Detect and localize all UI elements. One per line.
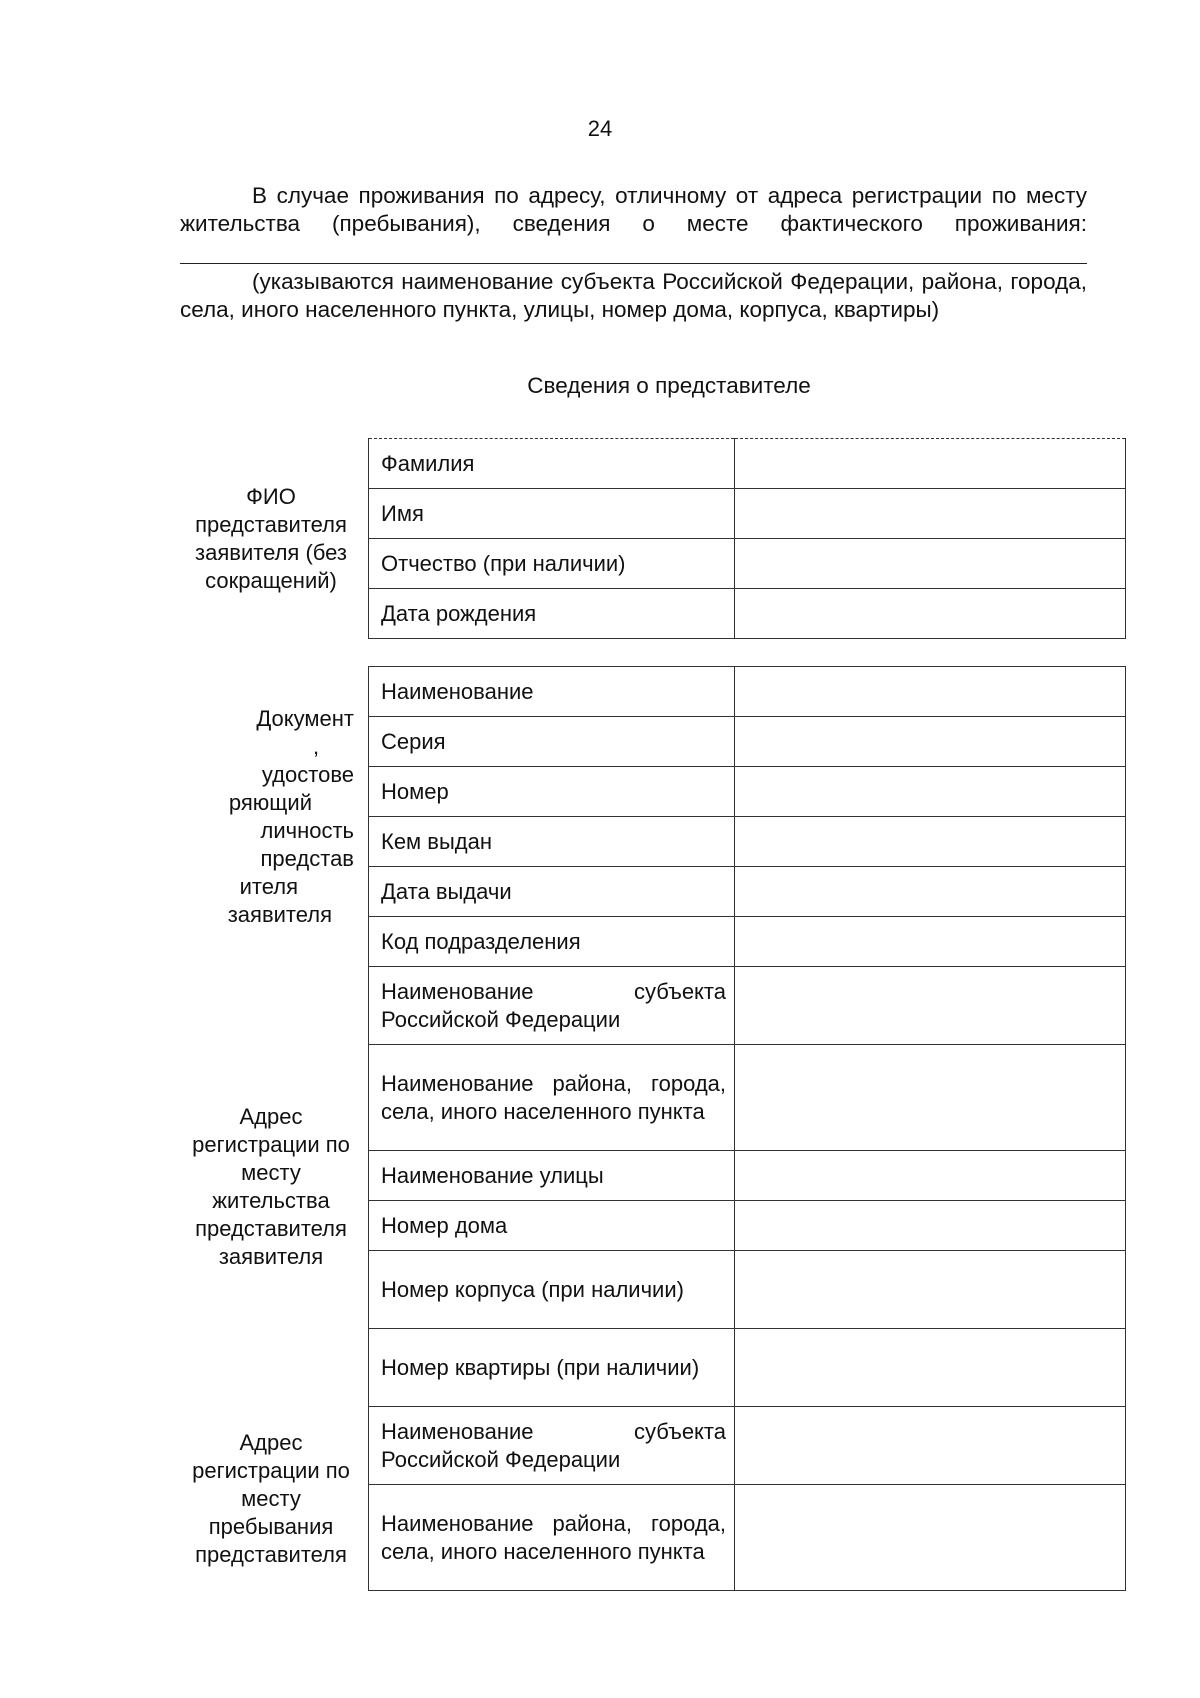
residence-locality-value[interactable]: [735, 1045, 1126, 1151]
fio-group-heading: ФИО представителя заявителя (без сокращений): [195, 483, 347, 593]
residence-row-text: Наименование субъекта Российской Федерации: [381, 978, 726, 1032]
residence-building-value[interactable]: [735, 1251, 1126, 1329]
document-heading-line: ителя: [239, 873, 298, 899]
fio-table: [180, 438, 1126, 639]
address-note: [180, 268, 1087, 324]
document-heading-line: ряющий: [228, 789, 312, 815]
document-heading-line: ,: [312, 733, 320, 759]
intro-paragraph: В случае проживания по адресу, отличному от адреса регистрации по месту жительства (пребывания), сведения о месте фактического проживания:: [180, 183, 1087, 236]
residence-row-label: Номер квартиры (при наличии): [369, 1329, 735, 1407]
document-issuer-value[interactable]: [735, 817, 1126, 867]
document-row-label: Дата выдачи: [369, 867, 735, 917]
document-group-heading: [180, 667, 369, 967]
residence-apartment-value[interactable]: [735, 1329, 1126, 1407]
document-division-code-value[interactable]: [735, 917, 1126, 967]
document-name-value[interactable]: [735, 667, 1126, 717]
residence-row-text: Наименование района, города, села, иного населенного пункта: [381, 1070, 726, 1124]
document-heading-line: представ: [260, 845, 354, 871]
stay-row-text: Наименование района, города, села, иного населенного пункта: [381, 1510, 726, 1564]
fio-name-value[interactable]: [735, 489, 1126, 539]
fio-row-label: Фамилия: [369, 439, 735, 489]
address-note-text: (указываются наименование субъекта Российской Федерации, района, города, села, иного населенного пункта, улицы, номер дома, корпуса, квартиры): [180, 269, 1087, 322]
residence-row-label: [369, 967, 735, 1045]
residence-region-value[interactable]: [735, 967, 1126, 1045]
fio-birthdate-value[interactable]: [735, 589, 1126, 639]
page-number: 24: [587, 116, 613, 141]
residence-row-label: Наименование улицы: [369, 1151, 735, 1201]
document-number-value[interactable]: [735, 767, 1126, 817]
stay-row-label: [369, 1407, 735, 1485]
residence-row-label: Номер дома: [369, 1201, 735, 1251]
residence-row-label: Номер корпуса (при наличии): [369, 1251, 735, 1329]
residence-group-heading: Адрес регистрации по месту жительства представителя заявителя: [192, 1103, 350, 1269]
fio-patronymic-value[interactable]: [735, 539, 1126, 589]
document-row-label: Код подразделения: [369, 917, 735, 967]
document-heading-line: личность: [260, 817, 354, 843]
residence-row-label: [369, 1045, 735, 1151]
document-address-table: [180, 666, 1126, 1591]
document-row-label: Кем выдан: [369, 817, 735, 867]
fio-row-label: Имя: [369, 489, 735, 539]
document-heading-line: Документ: [256, 705, 354, 731]
document-row-label: Наименование: [369, 667, 735, 717]
document-heading-line: удостове: [261, 761, 354, 787]
stay-region-value[interactable]: [735, 1407, 1126, 1485]
section-title: Сведения о представителе: [527, 373, 811, 398]
document-heading-line: заявителя: [227, 901, 332, 927]
document-issue-date-value[interactable]: [735, 867, 1126, 917]
residence-street-value[interactable]: [735, 1151, 1126, 1201]
document-series-value[interactable]: [735, 717, 1126, 767]
stay-row-text: Наименование субъекта Российской Федерации: [381, 1418, 726, 1472]
document-row-label: Номер: [369, 767, 735, 817]
residence-house-value[interactable]: [735, 1201, 1126, 1251]
actual-residence-fill-line[interactable]: [180, 263, 1087, 264]
document-row-label: Серия: [369, 717, 735, 767]
fio-surname-value[interactable]: [735, 439, 1126, 489]
stay-locality-value[interactable]: [735, 1485, 1126, 1591]
stay-group-heading: Адрес регистрации по месту пребывания представителя: [192, 1429, 350, 1567]
stay-row-label: [369, 1485, 735, 1591]
fio-row-label: Отчество (при наличии): [369, 539, 735, 589]
fio-row-label: Дата рождения: [369, 589, 735, 639]
